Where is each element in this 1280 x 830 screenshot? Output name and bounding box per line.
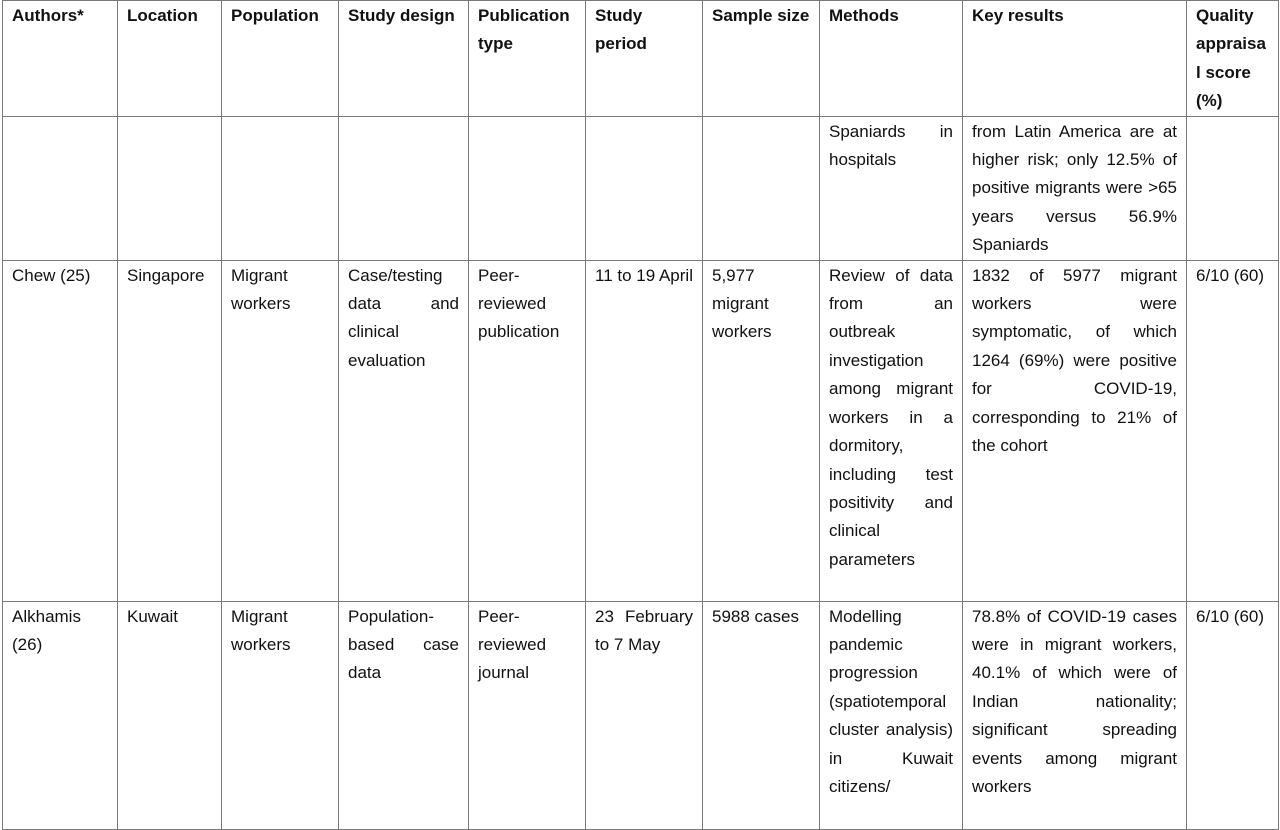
cell-population: Migrant workers [222, 601, 339, 829]
cell-study-period [586, 116, 703, 260]
table-row [3, 601, 1279, 829]
literature-review-table [2, 0, 1279, 830]
cell-study-design: Case/testing data and clinical evaluation [339, 260, 469, 601]
table-header-row [3, 1, 1279, 117]
cell-key-results: 78.8% of COVID-19 cases were in migrant workers, 40.1% of which were of Indian nationality; significant spreading events among migrant workers [963, 601, 1187, 829]
cell-sample-size [703, 116, 820, 260]
cell-population: Migrant workers [222, 260, 339, 601]
cell-study-design: Population-based case data [339, 601, 469, 829]
header-study-design: Study design [339, 1, 469, 117]
cell-publication-type: Peer-reviewed publication [469, 260, 586, 601]
header-quality-score: Quality appraisal score (%) [1187, 1, 1279, 117]
cell-quality-score: 6/10 (60) [1187, 260, 1279, 601]
header-methods: Methods [820, 1, 963, 117]
cell-quality-score [1187, 116, 1279, 260]
cell-methods: Review of data from an outbreak investigation among migrant workers in a dormitory, including test positivity and clinical parameters [820, 260, 963, 601]
header-population: Population [222, 1, 339, 117]
cell-authors: Alkhamis (26) [3, 601, 118, 829]
cell-authors [3, 116, 118, 260]
cell-methods: Modelling pandemic progression (spatiotemporal cluster analysis) in Kuwait citizens/ [820, 601, 963, 829]
header-location: Location [118, 1, 222, 117]
cell-study-period: 11 to 19 April [586, 260, 703, 601]
cell-study-design [339, 116, 469, 260]
header-sample-size: Sample size [703, 1, 820, 117]
cell-authors: Chew (25) [3, 260, 118, 601]
cell-sample-size: 5988 cases [703, 601, 820, 829]
cell-study-period: 23 February to 7 May [586, 601, 703, 829]
cell-publication-type [469, 116, 586, 260]
header-key-results: Key results [963, 1, 1187, 117]
cell-key-results: from Latin America are at higher risk; only 12.5% of positive migrants were >65 years versus 56.9% Spaniards [963, 116, 1187, 260]
header-study-period: Study period [586, 1, 703, 117]
header-authors: Authors* [3, 1, 118, 117]
cell-quality-score: 6/10 (60) [1187, 601, 1279, 829]
cell-location [118, 116, 222, 260]
cell-key-results: 1832 of 5977 migrant workers were symptomatic, of which 1264 (69%) were positive for COVID-19, corresponding to 21% of the cohort [963, 260, 1187, 601]
table-row [3, 260, 1279, 601]
cell-population [222, 116, 339, 260]
table-row [3, 116, 1279, 260]
cell-publication-type: Peer-reviewed journal [469, 601, 586, 829]
cell-location: Singapore [118, 260, 222, 601]
cell-sample-size: 5,977 migrant workers [703, 260, 820, 601]
cell-location: Kuwait [118, 601, 222, 829]
cell-methods: Spaniards in hospitals [820, 116, 963, 260]
header-publication-type: Publication type [469, 1, 586, 117]
